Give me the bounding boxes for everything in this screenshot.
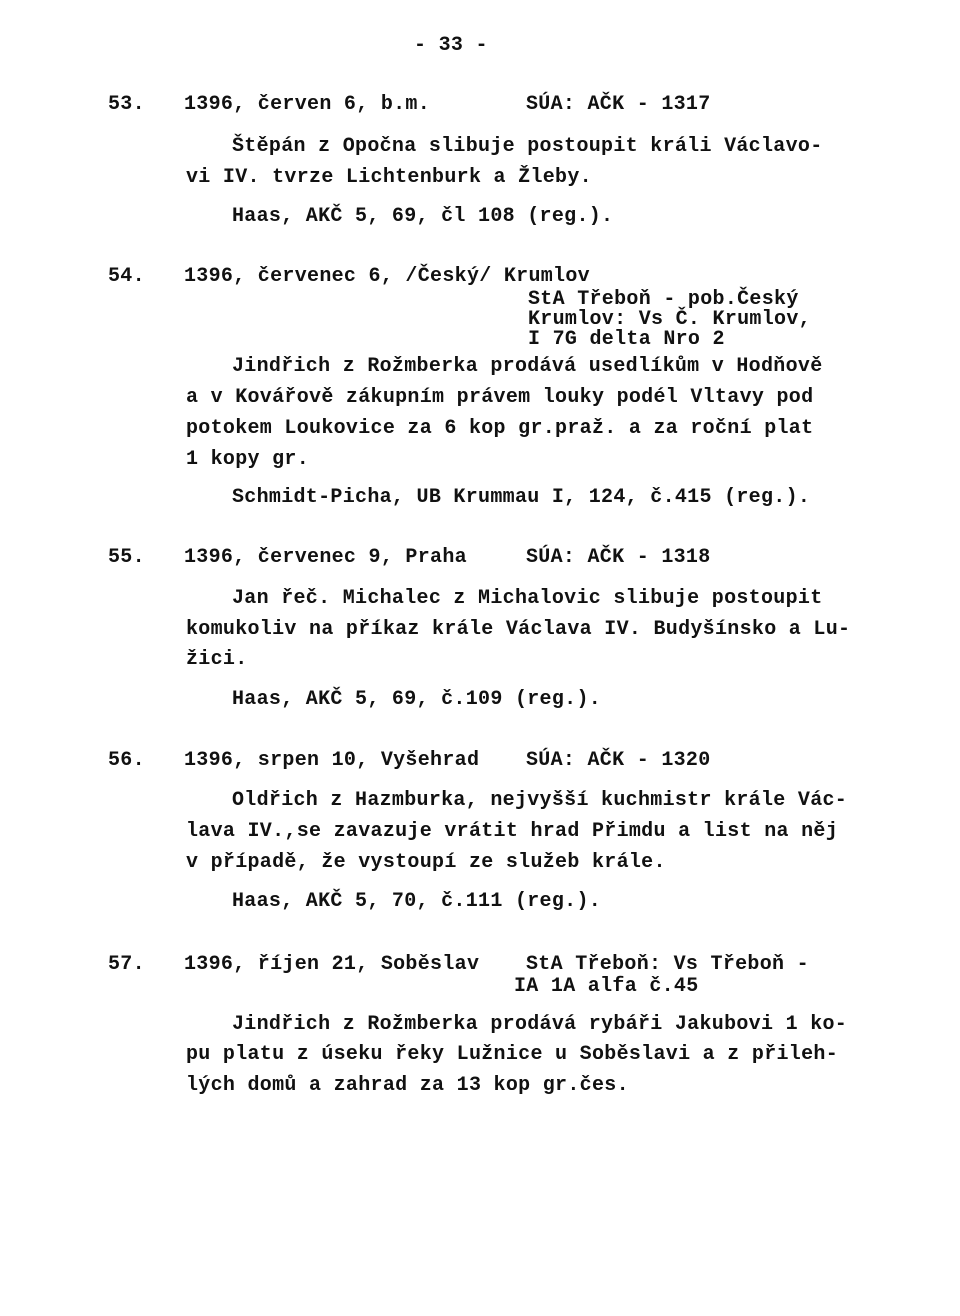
entry-archive-line: Krumlov: Vs Č. Krumlov, [528, 308, 811, 331]
page-number: - 33 - [414, 34, 488, 57]
entry-reference: Haas, AKČ 5, 69, čl 108 (reg.). [232, 205, 614, 228]
entry-date: 1396, srpen 10, Vyšehrad [184, 749, 480, 772]
entry-text-line: 1 kopy gr. [186, 448, 310, 471]
entry-text-line: vi IV. tvrze Lichtenburk a Žleby. [186, 166, 592, 189]
entry-text-line: lava IV.,se zavazuje vrátit hrad Přimdu a list na něj [186, 820, 839, 843]
entry-text-line: Jindřich z Rožmberka prodává rybáři Jakubovi 1 ko- [232, 1013, 848, 1036]
entry-number: 55. [108, 546, 145, 569]
entry-number: 56. [108, 749, 145, 772]
entry-text-line: lých domů a zahrad za 13 kop gr.čes. [186, 1074, 629, 1097]
entry-text-line: Jan řeč. Michalec z Michalovic slibuje postoupit [232, 587, 823, 610]
entry-archive-line: IA 1A alfa č.45 [514, 975, 699, 998]
entry-archive-line: StA Třeboň: Vs Třeboň - [526, 953, 809, 976]
entry-archive: SÚA: AČK - 1317 [526, 93, 711, 116]
entry-date: 1396, říjen 21, Soběslav [184, 953, 480, 976]
entry-date: 1396, červen 6, b.m. [184, 93, 431, 116]
entry-text-line: pu platu z úseku řeky Lužnice u Soběslavi a z přileh- [186, 1043, 839, 1066]
entry-text-line: Štěpán z Opočna slibuje postoupit králi Václavo- [232, 135, 823, 158]
entry-text-line: Jindřich z Rožmberka prodává usedlíkům v Hodňově [232, 355, 823, 378]
entry-archive-line: I 7G delta Nro 2 [528, 328, 725, 351]
entry-number: 57. [108, 953, 145, 976]
entry-date: 1396, červenec 6, /Český/ Krumlov [184, 265, 590, 288]
entry-archive: SÚA: AČK - 1318 [526, 546, 711, 569]
entry-text-line: v případě, že vystoupí ze služeb krále. [186, 851, 666, 874]
entry-reference: Schmidt-Picha, UB Krummau I, 124, č.415 (reg.). [232, 486, 811, 509]
entry-number: 54. [108, 265, 145, 288]
entry-number: 53. [108, 93, 145, 116]
entry-text-line: žici. [186, 648, 248, 671]
entry-date: 1396, červenec 9, Praha [184, 546, 467, 569]
entry-archive: SÚA: AČK - 1320 [526, 749, 711, 772]
entry-text-line: Oldřich z Hazmburka, nejvyšší kuchmistr krále Vác- [232, 789, 848, 812]
entry-text-line: potokem Loukovice za 6 kop gr.praž. a za roční plat [186, 417, 814, 440]
entry-text-line: komukoliv na příkaz krále Václava IV. Budyšínsko a Lu- [186, 618, 851, 641]
entry-text-line: a v Kovářově zákupním právem louky podél Vltavy pod [186, 386, 814, 409]
entry-archive-line: StA Třeboň - pob.Český [528, 288, 799, 311]
entry-reference: Haas, AKČ 5, 69, č.109 (reg.). [232, 688, 602, 711]
entry-reference: Haas, AKČ 5, 70, č.111 (reg.). [232, 890, 602, 913]
